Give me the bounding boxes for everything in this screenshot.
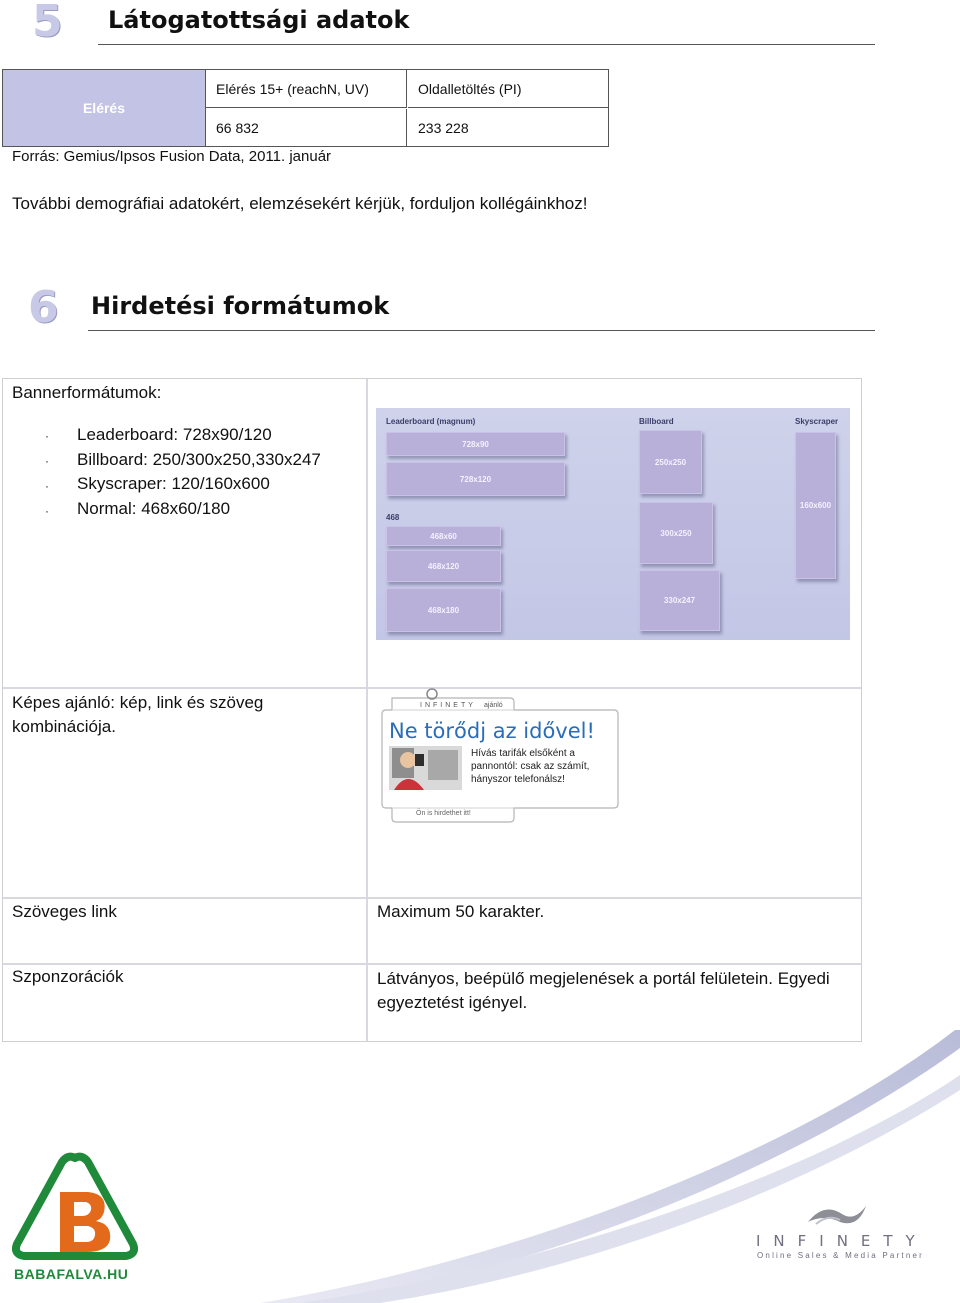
ad-body-line: hányszor telefonálsz! <box>471 774 565 785</box>
ad-body <box>471 747 589 786</box>
ad-tab: ajánló <box>484 702 503 709</box>
reach-table <box>2 69 609 147</box>
ad-footer-link[interactable]: Ön is hirdethet itt! <box>416 810 471 817</box>
table-divider <box>3 963 861 965</box>
ad-headline: Ne törődj az idővel! <box>389 719 595 743</box>
reach-value-uv: 66 832 <box>206 109 407 146</box>
banner-block: 300x250 <box>639 502 713 564</box>
reach-row-label: Elérés <box>3 70 206 146</box>
sponsorship-desc: Látványos, beépülő megjelenések a portál felületein. Egyedi egyeztetést igényel. <box>377 969 830 1012</box>
diagram-group-label: 468 <box>386 513 400 522</box>
ad-body-line: Hívás tarifák elsőként a <box>471 748 575 759</box>
banner-block: 250x250 <box>639 430 702 494</box>
reach-header-pi: Oldalletöltés (PI) <box>408 70 608 108</box>
section-number-6: 6 <box>28 282 59 333</box>
image-recommender-label: Képes ajánló: kép, link és szöveg kombinációja. <box>12 693 264 736</box>
section-title-ad-formats: Hirdetési formátumok <box>91 292 390 320</box>
banner-heading: Bannerformátumok: <box>12 383 162 402</box>
banner-size-diagram <box>376 408 850 640</box>
ad-body-line: pannontól: csak az számít, <box>471 761 590 772</box>
section-rule <box>88 330 875 331</box>
text-link-desc: Maximum 50 karakter. <box>377 902 545 921</box>
table-divider <box>366 379 368 1041</box>
source-note: Forrás: Gemius/Ipsos Fusion Data, 2011. január <box>12 148 332 165</box>
banner-block: 160x600 <box>795 432 836 579</box>
bullet-marker: · <box>45 479 49 493</box>
banner-item: Normal: 468x60/180 <box>77 499 231 518</box>
bullet-marker: · <box>45 429 49 443</box>
reach-value-pi: 233 228 <box>418 119 469 136</box>
sample-ad-banner <box>380 688 620 824</box>
banner-block: 468x60 <box>386 526 501 546</box>
section-number-5: 5 <box>32 0 63 47</box>
decorative-wave <box>0 1030 960 1303</box>
banner-item: Skyscraper: 120/160x600 <box>77 474 270 493</box>
diagram-group-label: Leaderboard (magnum) <box>386 417 476 426</box>
bullet-marker: · <box>45 454 49 468</box>
table-divider <box>3 897 861 899</box>
banner-block: 728x120 <box>386 462 565 496</box>
infinety-logo-icon <box>806 1200 868 1230</box>
sponsorship-label: Szponzorációk <box>12 967 124 986</box>
banner-block: 728x90 <box>386 432 565 456</box>
diagram-group-label: Skyscraper <box>795 417 839 426</box>
babafalva-logo-text: BABAFALVA.HU <box>14 1266 129 1282</box>
diagram-group-label: Billboard <box>639 417 674 426</box>
ad-brand: INFINETY <box>420 702 476 709</box>
contact-note: További demográfiai adatokért, elemzésekért kérjük, forduljon kollégáinkhoz! <box>12 194 588 213</box>
bullet-marker: · <box>45 504 49 518</box>
text-link-label: Szöveges link <box>12 902 117 921</box>
banner-block: 468x180 <box>386 588 501 632</box>
banner-block: 468x120 <box>386 550 501 582</box>
banner-block: 330x247 <box>639 570 720 631</box>
section-rule <box>98 44 875 45</box>
infinety-tagline: Online Sales & Media Partner <box>757 1251 924 1260</box>
reach-header-uv: Elérés 15+ (reachN, UV) <box>206 70 407 108</box>
banner-item: Billboard: 250/300x250,330x247 <box>77 450 321 469</box>
section-title-visitor-data: Látogatottsági adatok <box>108 6 410 34</box>
babafalva-logo-icon <box>12 1152 138 1264</box>
infinety-logo-text: INFINETY <box>756 1232 928 1250</box>
banner-item: Leaderboard: 728x90/120 <box>77 425 272 444</box>
